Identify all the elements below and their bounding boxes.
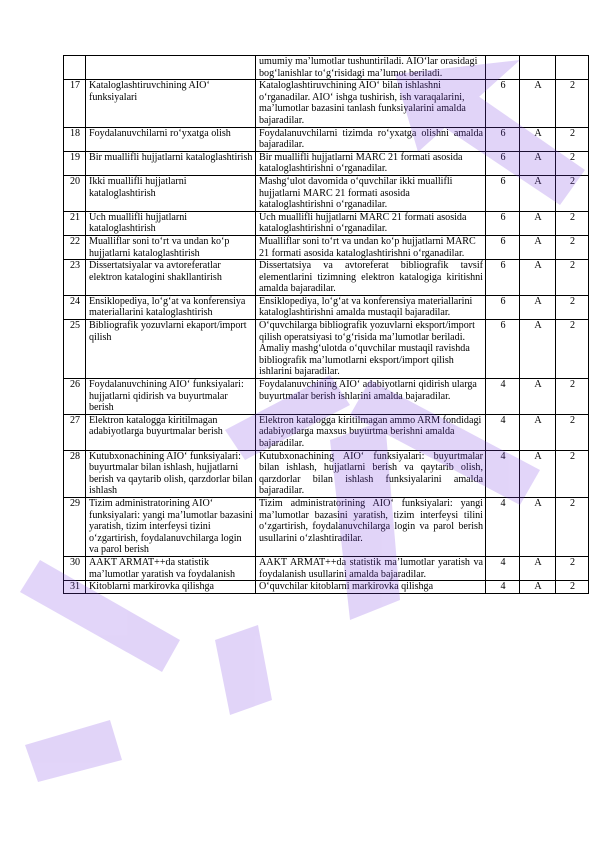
table-row xyxy=(64,80,589,127)
grade-cell: A xyxy=(520,379,556,415)
credit-cell: 2 xyxy=(556,175,589,211)
table-row xyxy=(64,414,589,450)
grade-cell: A xyxy=(520,235,556,259)
credit-cell xyxy=(556,56,589,80)
curriculum-table xyxy=(63,55,589,594)
row-number: 17 xyxy=(64,80,86,127)
row-number: 26 xyxy=(64,379,86,415)
table-row xyxy=(64,151,589,175)
grade-cell xyxy=(520,56,556,80)
topic-name: Foydalanuvchining AIO‘ funksiyalari: hujjatlarni qidirish va buyurtmalar berish xyxy=(86,379,256,415)
grade-cell: A xyxy=(520,414,556,450)
topic-description: Elektron katalogga kiritilmagan ammo ARM fondidagi adabiyotlarga maxsus buyurtma berishni amalda bajaradilar. xyxy=(256,414,486,450)
hours-cell: 6 xyxy=(486,175,520,211)
hours-cell: 6 xyxy=(486,260,520,296)
topic-description: umumiy ma’lumotlar tushuntiriladi. AIO‘lar orasidagi bog‘lanishlar to‘g‘risidagi ma’lumot beriladi. xyxy=(256,56,486,80)
topic-description: Foydalanuvchining AIO‘ adabiyotlarni qidirish ularga buyurtmalar berish ishlarini amalda bajaradilar. xyxy=(256,379,486,415)
table-row xyxy=(64,235,589,259)
grade-cell: A xyxy=(520,211,556,235)
grade-cell: A xyxy=(520,260,556,296)
credit-cell: 2 xyxy=(556,260,589,296)
table-row xyxy=(64,497,589,556)
hours-cell: 6 xyxy=(486,127,520,151)
topic-name: Bibliografik yozuvlarni ekaport/import qilish xyxy=(86,320,256,379)
topic-description: Mashg‘ulot davomida o‘quvchilar ikki muallifli hujjatlarni MARC 21 formati asosida kataloglashtirishni o‘rganadilar. xyxy=(256,175,486,211)
credit-cell: 2 xyxy=(556,450,589,497)
hours-cell: 6 xyxy=(486,211,520,235)
topic-name: Ikki muallifli hujjatlarni kataloglashtirish xyxy=(86,175,256,211)
topic-name: Kitoblarni markirovka qilishga xyxy=(86,581,256,594)
table-row xyxy=(64,320,589,379)
credit-cell: 2 xyxy=(556,320,589,379)
row-number xyxy=(64,56,86,80)
topic-name: Kataloglashtiruvchining AIO‘ funksiyalari xyxy=(86,80,256,127)
grade-cell: A xyxy=(520,80,556,127)
topic-name: AAKT ARMAT++da statistik ma’lumotlar yaratish va foydalanish xyxy=(86,556,256,580)
row-number: 20 xyxy=(64,175,86,211)
row-number: 23 xyxy=(64,260,86,296)
grade-cell: A xyxy=(520,556,556,580)
topic-name: Kutubxonachining AIO‘ funksiyalari: buyurtmalar bilan ishlash, hujjatlarni berish va qaytarib olish, qarzdorlar bilan ishlash xyxy=(86,450,256,497)
topic-description: O‘quvchilarga bibliografik yozuvlarni eksport/import qilish operatsiyasi to‘g‘risida ma’lumotlar beriladi. Amaliy mashg‘ulotda o‘quvchilar mustaqil ravishda bibliografik ma’lumotlarni eksport/import qilish ishlarini bajaradilar. xyxy=(256,320,486,379)
table-row xyxy=(64,295,589,319)
grade-cell: A xyxy=(520,295,556,319)
grade-cell: A xyxy=(520,175,556,211)
hours-cell: 6 xyxy=(486,320,520,379)
topic-description: Bir muallifli hujjatlarni MARC 21 formati asosida kataloglashtirishni o‘rganadilar. xyxy=(256,151,486,175)
table-row xyxy=(64,450,589,497)
row-number: 29 xyxy=(64,497,86,556)
row-number: 22 xyxy=(64,235,86,259)
credit-cell: 2 xyxy=(556,379,589,415)
hours-cell: 6 xyxy=(486,80,520,127)
grade-cell: A xyxy=(520,127,556,151)
table-row xyxy=(64,56,589,80)
topic-description: Tizim administratorining AIO‘ funksiyalari: yangi ma’lumotlar bazasini yaratish, tizim interfeysi tilini o‘zgartirish, foydalanuvchilarga login va parol berish usullarini o‘zlashtiradilar. xyxy=(256,497,486,556)
credit-cell: 2 xyxy=(556,211,589,235)
topic-name: Bir muallifli hujjatlarni kataloglashtirish xyxy=(86,151,256,175)
grade-cell: A xyxy=(520,151,556,175)
credit-cell: 2 xyxy=(556,556,589,580)
table-row xyxy=(64,556,589,580)
row-number: 21 xyxy=(64,211,86,235)
credit-cell: 2 xyxy=(556,151,589,175)
topic-description: Uch muallifli hujjatlarni MARC 21 formati asosida kataloglashtirishni o‘rganadilar. xyxy=(256,211,486,235)
credit-cell: 2 xyxy=(556,497,589,556)
row-number: 18 xyxy=(64,127,86,151)
hours-cell: 4 xyxy=(486,497,520,556)
hours-cell: 6 xyxy=(486,235,520,259)
hours-cell: 4 xyxy=(486,379,520,415)
topic-name: Elektron katalogga kiritilmagan adabiyotlarga buyurtmalar berish xyxy=(86,414,256,450)
row-number: 25 xyxy=(64,320,86,379)
topic-name: Uch muallifli hujjatlarni kataloglashtirish xyxy=(86,211,256,235)
hours-cell: 6 xyxy=(486,151,520,175)
row-number: 31 xyxy=(64,581,86,594)
table-row xyxy=(64,127,589,151)
credit-cell: 2 xyxy=(556,127,589,151)
hours-cell: 6 xyxy=(486,295,520,319)
table-body xyxy=(64,56,589,594)
grade-cell: A xyxy=(520,497,556,556)
watermark-mark-8 xyxy=(25,720,122,782)
topic-name: Mualliflar soni to‘rt va undan ko‘p hujjatlarni kataloglashtirish xyxy=(86,235,256,259)
topic-description: Mualliflar soni to‘rt va undan ko‘p hujjatlarni MARC 21 formati asosida kataloglashtirishni o‘rganadilar. xyxy=(256,235,486,259)
grade-cell: A xyxy=(520,320,556,379)
topic-name: Foydalanuvchilarni ro‘yxatga olish xyxy=(86,127,256,151)
hours-cell: 4 xyxy=(486,581,520,594)
hours-cell: 4 xyxy=(486,556,520,580)
grade-cell: A xyxy=(520,450,556,497)
grade-cell: A xyxy=(520,581,556,594)
credit-cell: 2 xyxy=(556,80,589,127)
topic-name: Tizim administratorining AIO‘ funksiyalari: yangi ma’lumotlar bazasini yaratish, tizim interfeysi tizini o‘zgartirish, foydalanuvchilarga login va parol berish xyxy=(86,497,256,556)
topic-name: Dissertatsiyalar va avtoreferatlar elektron katalogini shakllantirish xyxy=(86,260,256,296)
row-number: 30 xyxy=(64,556,86,580)
topic-description: Foydalanuvchilarni tizimda ro‘yxatga olishni amalda bajaradilar. xyxy=(256,127,486,151)
table-row xyxy=(64,379,589,415)
topic-description: Dissertatsiya va avtoreferat bibliografik tavsif elementlarini tizimning elektron katalogiga kiritishni amalda bajaradilar. xyxy=(256,260,486,296)
topic-name xyxy=(86,56,256,80)
row-number: 28 xyxy=(64,450,86,497)
topic-name: Ensiklopediya, lo‘g‘at va konferensiya materiallarini kataloglashtirish xyxy=(86,295,256,319)
row-number: 19 xyxy=(64,151,86,175)
topic-description: Kataloglashtiruvchining AIO‘ bilan ishlashni o‘rganadilar. AIO‘ ishga tushirish, ish varaqalarini, ma’lumotlar bazasini tanlash funksiyalarini amalda bajaradilar. xyxy=(256,80,486,127)
table-row xyxy=(64,260,589,296)
watermark-mark-7 xyxy=(215,625,272,715)
topic-description: Ensiklopediya, lo‘g‘at va konferensiya materiallarini kataloglashtirishni amalda mustaqil bajaradilar. xyxy=(256,295,486,319)
row-number: 24 xyxy=(64,295,86,319)
topic-description: AAKT ARMAT++da statistik ma’lumotlar yaratish va foydalanish usullarini amalda bajaradilar. xyxy=(256,556,486,580)
row-number: 27 xyxy=(64,414,86,450)
credit-cell: 2 xyxy=(556,295,589,319)
credit-cell: 2 xyxy=(556,414,589,450)
credit-cell: 2 xyxy=(556,235,589,259)
credit-cell: 2 xyxy=(556,581,589,594)
hours-cell xyxy=(486,56,520,80)
hours-cell: 4 xyxy=(486,450,520,497)
topic-description: O‘quvchilar kitoblarni markirovka qilishga xyxy=(256,581,486,594)
table-row xyxy=(64,211,589,235)
hours-cell: 4 xyxy=(486,414,520,450)
table-row xyxy=(64,175,589,211)
topic-description: Kutubxonachining AIO‘ funksiyalari: buyurtmalar bilan ishlash, hujjatlarni berish va qaytarib olish, qarzdorlar bilan ishlash funksiyalarini amalda bajaradilar. xyxy=(256,450,486,497)
table-row xyxy=(64,581,589,594)
